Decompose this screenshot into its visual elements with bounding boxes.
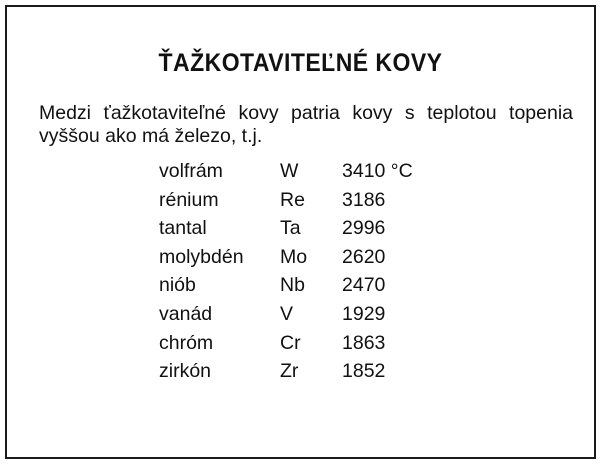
metal-symbol: Mo	[280, 245, 308, 268]
metal-melting-point: 1929	[342, 302, 386, 325]
metal-melting-point: 1863	[342, 331, 386, 354]
intro-paragraph	[39, 102, 573, 148]
metal-name: tantal	[159, 217, 207, 240]
document-frame	[5, 5, 596, 459]
metal-symbol: Re	[280, 188, 305, 211]
page-title: ŤAŽKOTAVITEĽNÉ KOVY	[158, 49, 443, 77]
metal-melting-point: 2470	[342, 274, 386, 297]
metal-name: molybdén	[159, 245, 244, 268]
metal-melting-point: 3186	[342, 188, 386, 211]
metal-symbol: V	[280, 302, 294, 325]
metal-melting-point: 2620	[342, 245, 386, 268]
metal-name: rénium	[159, 188, 219, 211]
metal-symbol: W	[280, 160, 299, 182]
metal-name: zirkón	[159, 360, 212, 383]
metal-name: niób	[159, 274, 196, 297]
metal-melting-point: 2996	[342, 217, 386, 240]
intro-line-1: Medzi ťažkotaviteľné kovy patria kovy s teplotou topenia	[39, 102, 573, 124]
metal-symbol: Zr	[280, 360, 299, 383]
metal-name: volfrám	[159, 160, 223, 182]
metal-symbol: Nb	[280, 274, 305, 297]
metal-melting-point: 1852	[342, 360, 386, 383]
intro-line-2: vyššou ako má železo, t.j.	[39, 125, 263, 147]
metal-name: vanád	[159, 302, 213, 325]
metal-name: chróm	[159, 331, 214, 354]
metal-symbol: Ta	[280, 217, 301, 240]
metal-symbol: Cr	[280, 331, 301, 354]
metal-melting-point: 3410 °C	[342, 160, 413, 182]
